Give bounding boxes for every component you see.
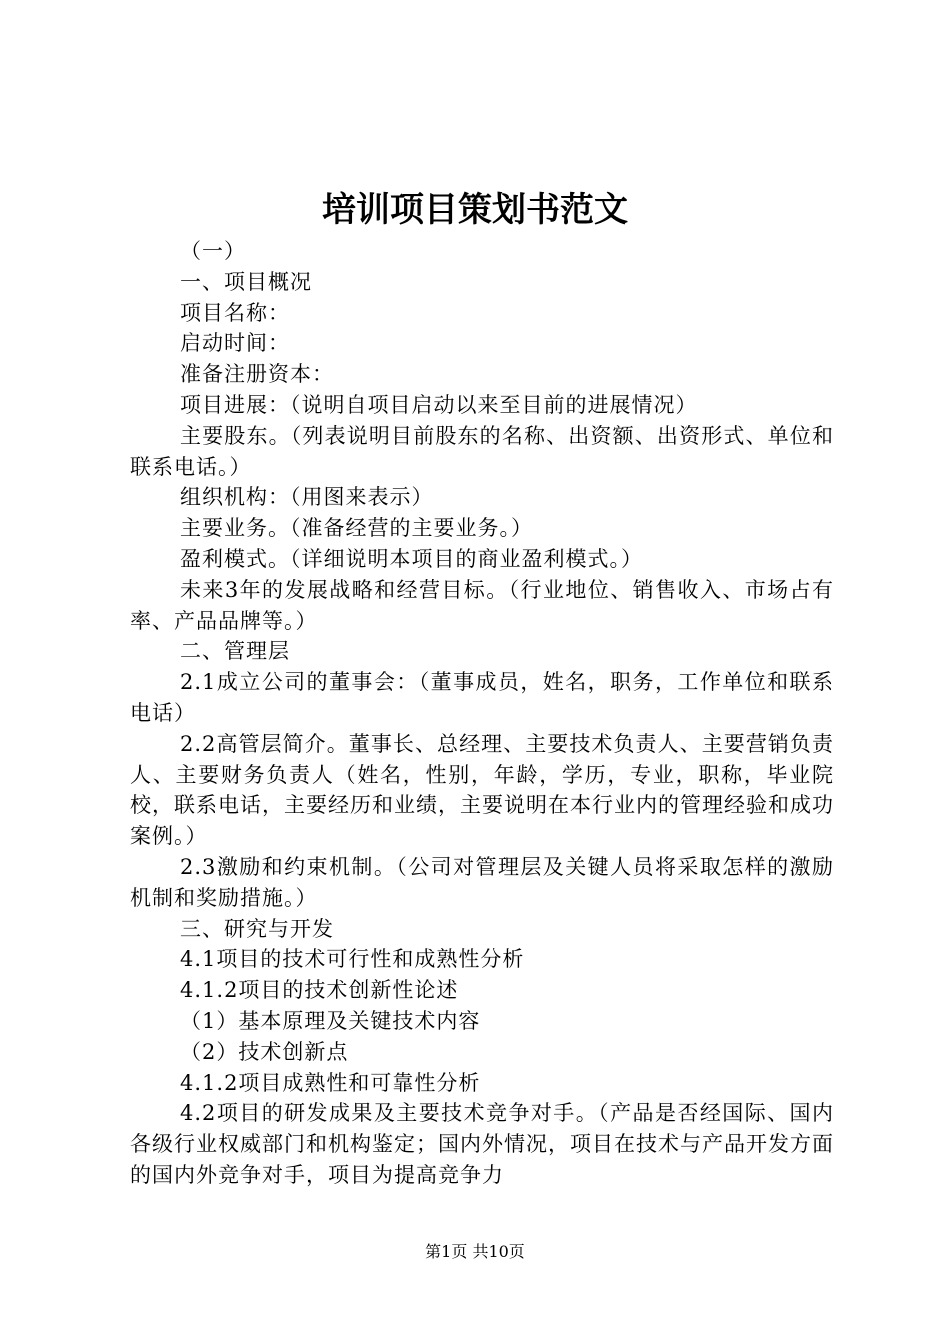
paragraph: 未来3年的发展战略和经营目标。（行业地位、销售收入、市场占有率、产品品牌等。）	[130, 577, 834, 633]
paragraph: （一）	[180, 239, 246, 263]
section-heading: 二、管理层	[180, 639, 290, 664]
paragraph: 4.1.2项目成熟性和可靠性分析	[180, 1070, 481, 1095]
paragraph: 2.3激励和约束机制。（公司对管理层及关键人员将采取怎样的激励机制和奖励措施。）	[130, 854, 834, 910]
paragraph: 4.1.2项目的技术创新性论述	[180, 978, 459, 1003]
paragraph: 4.2项目的研发成果及主要技术竞争对手。（产品是否经国际、国内各级行业权威部门和机构鉴定；国内外情况，项目在技术与产品开发方面的国内外竞争对手，项目为提高竞争力	[130, 1101, 834, 1187]
paragraph: 启动时间：	[180, 331, 290, 356]
paragraph: 组织机构：（用图来表示）	[180, 485, 434, 510]
paragraph: 项目名称：	[180, 300, 290, 325]
document-title: 培训项目策划书范文	[322, 190, 628, 230]
paragraph: 项目进展：（说明自项目启动以来至目前的进展情况）	[180, 392, 698, 417]
paragraph: 准备注册资本：	[180, 362, 334, 387]
paragraph: 主要股东。（列表说明目前股东的名称、出资额、出资形式、单位和联系电话。）	[130, 423, 834, 479]
paragraph: 盈利模式。（详细说明本项目的商业盈利模式。）	[180, 546, 643, 571]
paragraph: 2.1成立公司的董事会：（董事成员，姓名，职务，工作单位和联系电话）	[130, 670, 834, 725]
section-heading: 三、研究与开发	[180, 916, 334, 941]
page-footer: 第1页 共10页	[425, 1242, 525, 1261]
document-body	[130, 236, 834, 1191]
paragraph: 2.2高管层简介。董事长、总经理、主要技术负责人、主要营销负责人、主要财务负责人（姓名，性别，年龄，学历，专业，职称，毕业院校，联系电话，主要经历和业绩，主要说明在本行业内的管理经验和成功案例。）	[130, 731, 834, 849]
section-heading: 一、项目概况	[180, 269, 312, 294]
paragraph: （1）基本原理及关键技术内容	[180, 1008, 481, 1033]
paragraph: 主要业务。（准备经营的主要业务。）	[180, 516, 533, 541]
paragraph: （2）技术创新点	[180, 1039, 349, 1064]
paragraph: 4.1项目的技术可行性和成熟性分析	[180, 947, 525, 972]
